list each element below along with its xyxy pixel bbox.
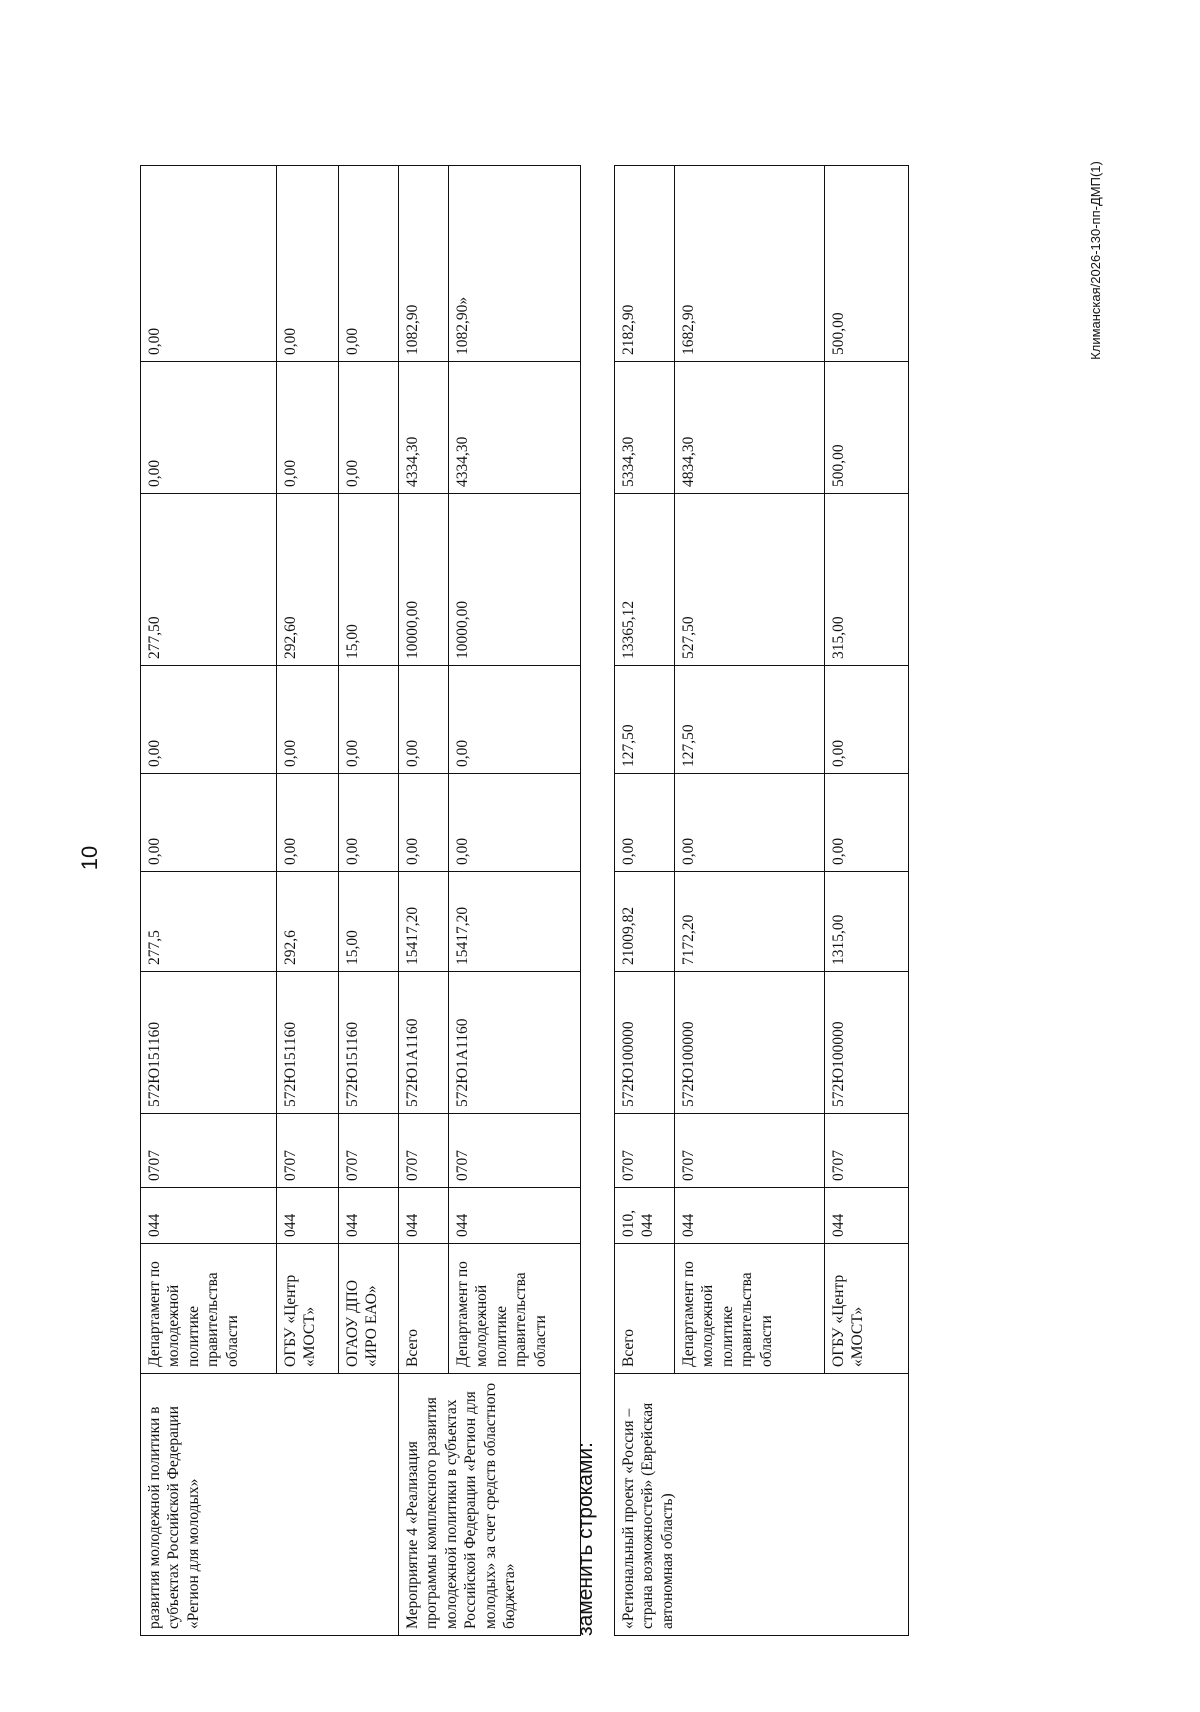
grbs-cell: 044 bbox=[825, 1188, 909, 1244]
executor-cell: Всего bbox=[615, 1244, 675, 1374]
table-row bbox=[615, 166, 675, 1636]
rzpr-cell: 0707 bbox=[141, 1114, 277, 1188]
csr-cell: 572Ю151160 bbox=[141, 972, 277, 1114]
page-number: 10 bbox=[77, 845, 102, 871]
value-cell: 0,00 bbox=[449, 666, 581, 774]
csr-cell: 572Ю1А1160 bbox=[399, 972, 449, 1114]
value-cell: 15,00 bbox=[339, 872, 399, 972]
value-cell: 0,00 bbox=[449, 774, 581, 872]
executor-cell: ОГБУ «Центр «МОСТ» bbox=[277, 1244, 339, 1374]
value-cell: 0,00 bbox=[277, 362, 339, 494]
grbs-cell: 044 bbox=[449, 1188, 581, 1244]
value-cell: 0,00 bbox=[615, 774, 675, 872]
value-cell: 292,60 bbox=[277, 494, 339, 666]
executor-cell: Департамент по молодежной политике правительства области bbox=[141, 1244, 277, 1374]
value-cell: 0,00 bbox=[339, 666, 399, 774]
value-cell: 277,50 bbox=[141, 494, 277, 666]
value-cell: 277,5 bbox=[141, 872, 277, 972]
value-cell: 500,00 bbox=[825, 362, 909, 494]
value-cell: 5334,30 bbox=[615, 362, 675, 494]
value-cell: 1082,90» bbox=[449, 166, 581, 362]
grbs-cell: 044 bbox=[277, 1188, 339, 1244]
grbs-cell: 044 bbox=[399, 1188, 449, 1244]
value-cell: 315,00 bbox=[825, 494, 909, 666]
value-cell: 13365,12 bbox=[615, 494, 675, 666]
value-cell: 0,00 bbox=[339, 362, 399, 494]
value-cell: 500,00 bbox=[825, 166, 909, 362]
value-cell: 0,00 bbox=[277, 774, 339, 872]
value-cell: 0,00 bbox=[141, 362, 277, 494]
executor-cell: ОГАОУ ДПО «ИРО ЕАО» bbox=[339, 1244, 399, 1374]
rzpr-cell: 0707 bbox=[615, 1114, 675, 1188]
value-cell: 7172,20 bbox=[675, 872, 825, 972]
rzpr-cell: 0707 bbox=[277, 1114, 339, 1188]
value-cell: 0,00 bbox=[339, 166, 399, 362]
grbs-cell: 044 bbox=[141, 1188, 277, 1244]
executor-cell: Департамент по молодежной политике правительства области bbox=[449, 1244, 581, 1374]
rzpr-cell: 0707 bbox=[339, 1114, 399, 1188]
rzpr-cell: 0707 bbox=[675, 1114, 825, 1188]
value-cell: 127,50 bbox=[675, 666, 825, 774]
value-cell: 292,6 bbox=[277, 872, 339, 972]
csr-cell: 572Ю1А1160 bbox=[449, 972, 581, 1114]
executor-cell: Департамент по молодежной политике правительства области bbox=[675, 1244, 825, 1374]
value-cell: 0,00 bbox=[141, 166, 277, 362]
value-cell: 0,00 bbox=[277, 166, 339, 362]
rotated-content bbox=[140, 166, 1020, 1636]
csr-cell: 572Ю100000 bbox=[615, 972, 675, 1114]
measure-name-cell: «Региональный проект «Россия – страна возможностей» (Еврейская автономная область) bbox=[615, 1374, 909, 1636]
value-cell: 15417,20 bbox=[449, 872, 581, 972]
value-cell: 2182,90 bbox=[615, 166, 675, 362]
value-cell: 0,00 bbox=[277, 666, 339, 774]
value-cell: 527,50 bbox=[675, 494, 825, 666]
grbs-cell: 010, 044 bbox=[615, 1188, 675, 1244]
value-cell: 15417,20 bbox=[399, 872, 449, 972]
value-cell: 10000,00 bbox=[399, 494, 449, 666]
value-cell: 1082,90 bbox=[399, 166, 449, 362]
footer-document-code: Климанская/2026-130-пп-ДМП(1) bbox=[1087, 160, 1103, 360]
csr-cell: 572Ю151160 bbox=[277, 972, 339, 1114]
value-cell: 0,00 bbox=[825, 774, 909, 872]
value-cell: 0,00 bbox=[399, 666, 449, 774]
rzpr-cell: 0707 bbox=[449, 1114, 581, 1188]
value-cell: 4334,30 bbox=[399, 362, 449, 494]
table-row bbox=[399, 166, 449, 1636]
grbs-cell: 044 bbox=[675, 1188, 825, 1244]
value-cell: 10000,00 bbox=[449, 494, 581, 666]
rzpr-cell: 0707 bbox=[825, 1114, 909, 1188]
measure-name-cell: развития молодежной политики в субъектах Российской Федерации «Регион для молодых» bbox=[141, 1374, 399, 1636]
value-cell: 1682,90 bbox=[675, 166, 825, 362]
value-cell: 0,00 bbox=[675, 774, 825, 872]
csr-cell: 572Ю100000 bbox=[675, 972, 825, 1114]
value-cell: 0,00 bbox=[339, 774, 399, 872]
executor-cell: ОГБУ «Центр «МОСТ» bbox=[825, 1244, 909, 1374]
value-cell: 4834,30 bbox=[675, 362, 825, 494]
budget-table-bottom bbox=[614, 165, 909, 1636]
csr-cell: 572Ю100000 bbox=[825, 972, 909, 1114]
value-cell: 1315,00 bbox=[825, 872, 909, 972]
executor-cell: Всего bbox=[399, 1244, 449, 1374]
rzpr-cell: 0707 bbox=[399, 1114, 449, 1188]
value-cell: 127,50 bbox=[615, 666, 675, 774]
csr-cell: 572Ю151160 bbox=[339, 972, 399, 1114]
value-cell: 4334,30 bbox=[449, 362, 581, 494]
value-cell: 0,00 bbox=[399, 774, 449, 872]
value-cell: 0,00 bbox=[141, 774, 277, 872]
value-cell: 0,00 bbox=[825, 666, 909, 774]
value-cell: 21009,82 bbox=[615, 872, 675, 972]
grbs-cell: 044 bbox=[339, 1188, 399, 1244]
measure-name-cell: Мероприятие 4 «Реализация программы комплексного развития молодежной политики в субъектах Российской Федерации «Регион для молодых» за счет средств областного бюджета» bbox=[399, 1374, 581, 1636]
section-label: заменить строками: bbox=[574, 1442, 597, 1636]
value-cell: 0,00 bbox=[141, 666, 277, 774]
table-row bbox=[141, 166, 277, 1636]
budget-table-top bbox=[140, 165, 581, 1636]
value-cell: 15,00 bbox=[339, 494, 399, 666]
